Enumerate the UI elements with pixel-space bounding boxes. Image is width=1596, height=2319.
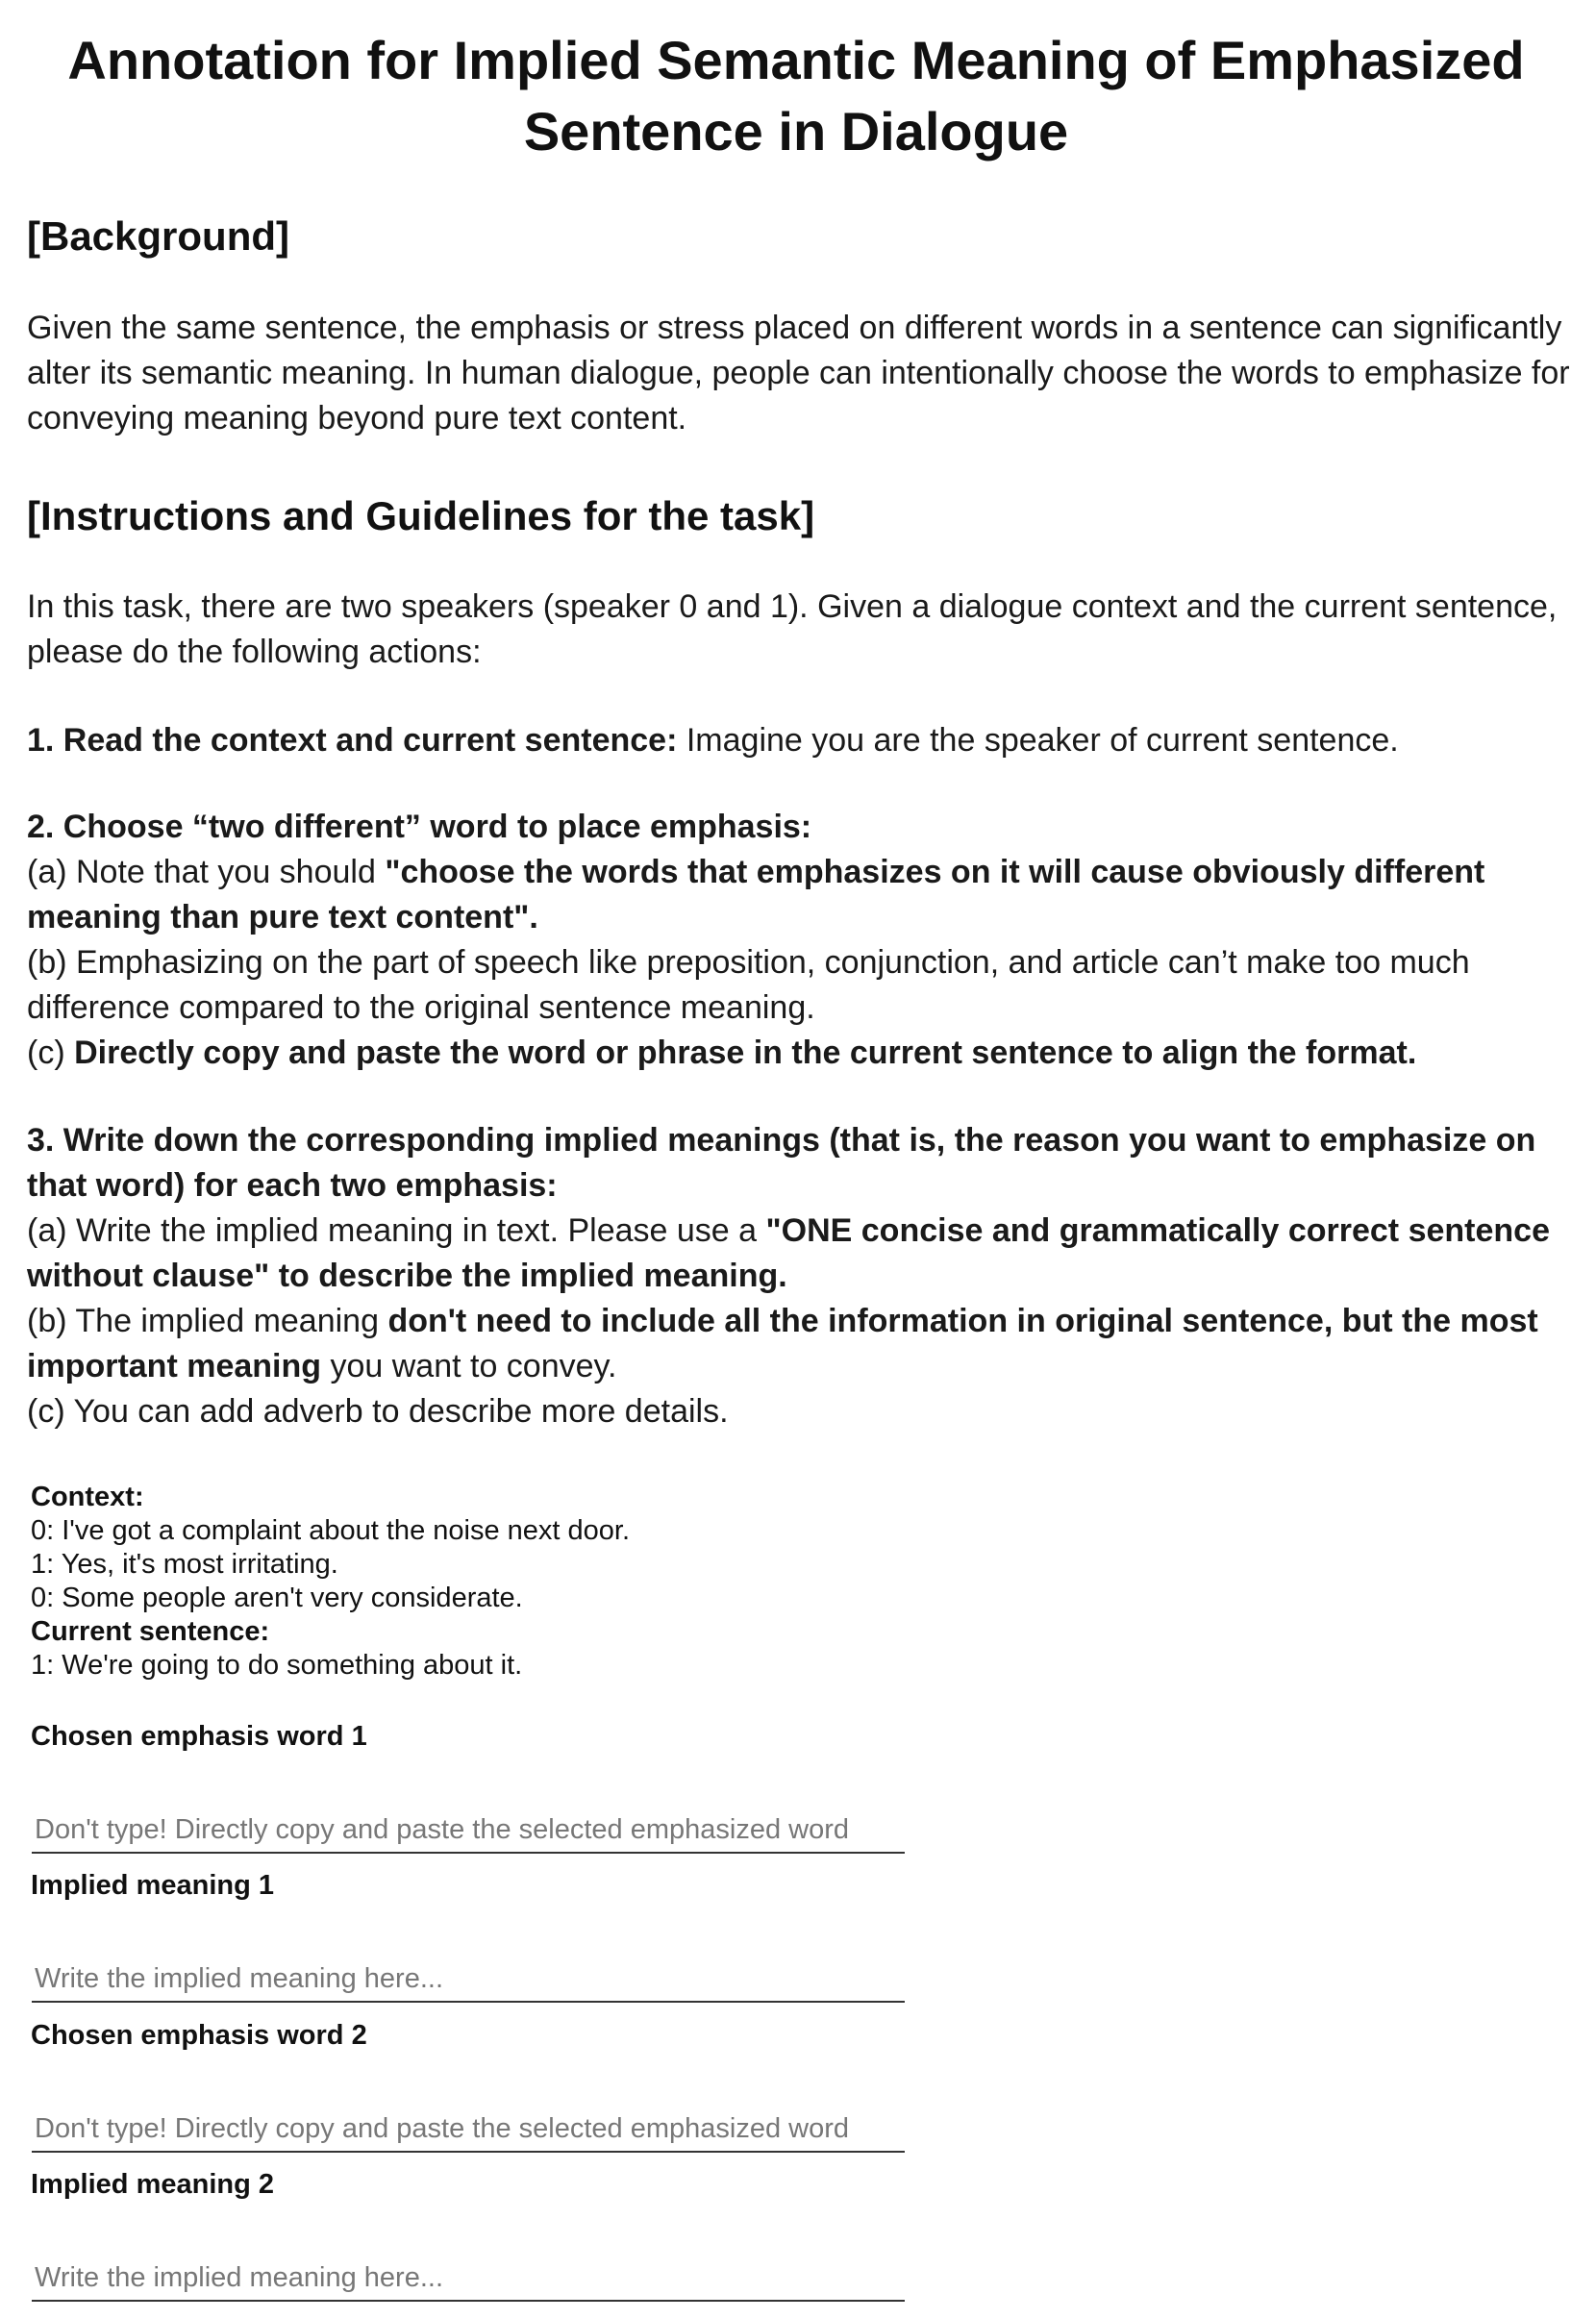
background-heading: [Background]: [27, 213, 289, 259]
step-3b-prefix: (b) The implied meaning: [27, 1303, 388, 1339]
context-line: 0: I've got a complaint about the noise next door.: [31, 1515, 631, 1546]
background-text-block: [27, 306, 1575, 441]
step-3-title: 3. Write down the corresponding implied meanings (that is, the reason you want to emphasize on that word) for each two emphasis:: [27, 1122, 1536, 1204]
step-2b: (b) Emphasizing on the part of speech like preposition, conjunction, and article can’t make too much difference compared to the original sentence meaning.: [27, 944, 1470, 1026]
instructions-intro: In this task, there are two speakers (speaker 0 and 1). Given a dialogue context and the current sentence, please do the following actions:: [27, 588, 1558, 670]
step-2c-prefix: (c): [27, 1035, 75, 1071]
instructions-heading: [Instructions and Guidelines for the task]: [27, 493, 815, 538]
instructions-heading-block: [27, 491, 1575, 541]
context-label: Context:: [31, 1482, 144, 1512]
current-sentence-label: Current sentence:: [31, 1616, 270, 1647]
page-title: Annotation for Implied Semantic Meaning of Emphasized Sentence in Dialogue: [67, 30, 1525, 162]
implied-meaning-2-input[interactable]: [32, 2256, 905, 2302]
step-1: [27, 718, 1575, 763]
step-3b-suffix: you want to convey.: [321, 1348, 617, 1384]
step-2-title: 2. Choose “two different” word to place emphasis:: [27, 809, 812, 845]
background-text: Given the same sentence, the emphasis or stress placed on different words in a sentence can significantly alter its semantic meaning. In human dialogue, people can intentionally choose the words to emphasize for conveying meaning beyond pure text content.: [27, 310, 1570, 436]
step-3c: (c) You can add adverb to describe more details.: [27, 1393, 729, 1430]
step-3a-prefix: (a) Write the implied meaning in text. Please use a: [27, 1212, 766, 1249]
context-line: 0: Some people aren't very considerate.: [31, 1583, 523, 1613]
step-2a-bold: "choose the words that emphasizes on it will cause obviously different meaning than pure text content".: [27, 854, 1485, 935]
emphasis-word-2-label: Chosen emphasis word 2: [31, 2020, 367, 2051]
context-line: 1: Yes, it's most irritating.: [31, 1549, 338, 1580]
current-sentence: 1: We're going to do something about it.: [31, 1650, 523, 1681]
implied-meaning-1-label: Implied meaning 1: [31, 1870, 274, 1901]
step-2c-bold: Directly copy and paste the word or phrase in the current sentence to align the format.: [74, 1035, 1417, 1071]
emphasis-word-2-input[interactable]: [32, 2107, 905, 2153]
step-3b-bold: don't need to include all the information in original sentence, but the most important meaning: [27, 1303, 1538, 1384]
step-1-title: 1. Read the context and current sentence:: [27, 722, 678, 759]
implied-meaning-2-label: Implied meaning 2: [31, 2169, 274, 2200]
step-1-text: Imagine you are the speaker of current sentence.: [677, 722, 1399, 759]
step-3: [27, 1118, 1575, 1434]
step-2: [27, 805, 1575, 1076]
dialogue-context: [31, 1481, 630, 1683]
instructions-intro-block: [27, 585, 1575, 675]
annotation-page: [27, 0, 1570, 2200]
step-2a-prefix: (a) Note that you should: [27, 854, 386, 890]
implied-meaning-1-input[interactable]: [32, 1957, 905, 2003]
emphasis-word-1-input[interactable]: [32, 1808, 905, 1854]
background-section: [27, 212, 1575, 262]
step-3a-bold: "ONE concise and grammatically correct sentence without clause" to describe the implied meaning.: [27, 1212, 1550, 1294]
emphasis-word-1-label: Chosen emphasis word 1: [31, 1721, 367, 1752]
